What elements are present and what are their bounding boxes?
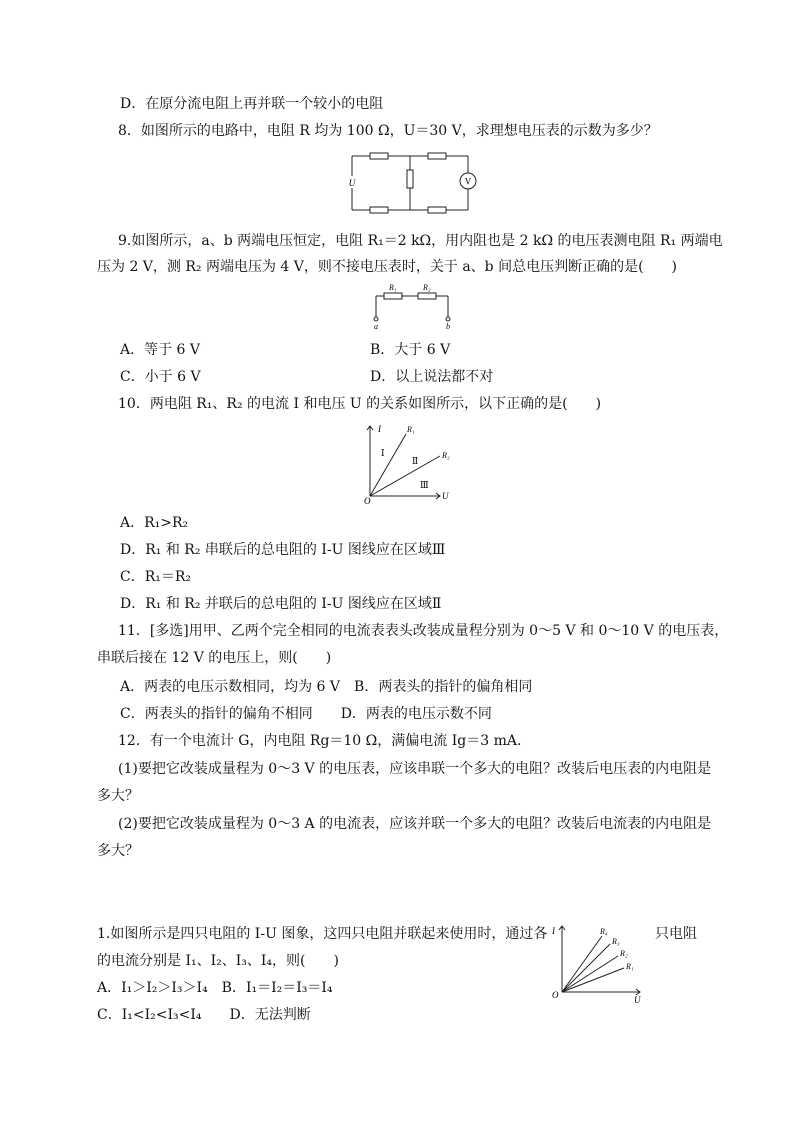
axis-u-label: U: [442, 491, 449, 501]
origin-label: O: [552, 990, 559, 1000]
question-11-line2: 串联后接在 12 V 的电压上，则( ): [97, 650, 332, 666]
label-v: V: [464, 176, 472, 187]
option-cd-q11: C．两表头的指针的偏角不相同 D．两表的电压示数不同: [120, 706, 492, 722]
option-b-q9: B．大于 6 V: [370, 342, 451, 358]
label-r1: R₁: [389, 283, 397, 292]
question-11-line1: 11．[多选]用甲、乙两个完全相同的电流表表头改装成量程分别为 0～5 V 和 0～10 V 的电压表，: [118, 623, 729, 639]
question-12-part1-line2: 多大？: [97, 788, 139, 804]
question-8: 8．如图所示的电路中，电阻 R 均为 100 Ω，U＝30 V，求理想电压表的示数为多少？: [118, 123, 658, 139]
question-9-line2: 压为 2 V，测 R₂ 两端电压为 4 V，则不接电压表时，关于 a、b 间总电压判断正确的是( ): [97, 259, 678, 275]
answer-1-line1b: 只电阻: [655, 926, 697, 942]
label-r3: R₃: [612, 937, 620, 946]
origin-label: O: [364, 496, 371, 506]
line-r2: [370, 456, 440, 496]
answer-1-options-cd: C．I₁<I₂<I₃<I₄ D．无法判断: [97, 1007, 311, 1023]
answer-1-line2: 的电流分别是 I₁、I₂、I₃、I₄，则( ): [97, 953, 339, 969]
circuit-figure-q9: [368, 282, 458, 332]
resistor-middle: [407, 170, 413, 188]
label-u: U: [348, 178, 356, 188]
iu-graph-answer-1: [548, 922, 653, 1004]
label-r2: R₂: [442, 451, 450, 460]
line-r1: [370, 434, 406, 496]
region-1: Ⅰ: [381, 448, 385, 458]
answer-1-line1a: 1.如图所示是四只电阻的 I-U 图象，这四只电阻并联起来使用时，通过各: [97, 926, 548, 942]
iu-graph-q10: [360, 418, 470, 508]
question-12-part2-line1: (2)要把它改装成量程为 0～3 A 的电流表，应该并联一个多大的电阻？改装后电流表的内电阻是: [118, 816, 712, 832]
label-r2: R₂: [620, 949, 628, 958]
region-2: Ⅱ: [412, 456, 419, 466]
resistor-bottom-left: [370, 207, 388, 213]
question-10: 10．两电阻 R₁、R₂ 的电流 I 和电压 U 的关系如图所示，以下正确的是( ): [118, 396, 602, 412]
option-d-q10: D．R₁ 和 R₂ 并联后的总电阻的 I-U 图线应在区域Ⅱ: [120, 596, 442, 612]
axis-i-label: I: [378, 424, 381, 434]
option-b-q10: D．R₁ 和 R₂ 串联后的总电阻的 I-U 图线应在区域Ⅲ: [120, 542, 446, 558]
axis-i-label: I: [552, 926, 555, 936]
resistor-r1: [384, 293, 402, 299]
option-d-q9: D．以上说法都不对: [370, 369, 494, 385]
resistor-top-left: [370, 153, 388, 159]
answer-1-options-ab: A．I₁＞I₂＞I₃＞I₄ B．I₁＝I₂＝I₃＝I₄: [97, 980, 333, 996]
axis-u-label: U: [634, 995, 641, 1004]
question-12-part2-line2: 多大？: [97, 843, 139, 859]
label-r1: R₁: [626, 962, 634, 971]
line-r3: [562, 944, 610, 992]
resistor-bottom-right: [428, 207, 446, 213]
line-r4: [562, 936, 602, 992]
resistor-r2: [418, 293, 436, 299]
region-3: Ⅲ: [420, 480, 429, 490]
circuit-figure-q8: [340, 148, 480, 220]
resistor-top-right: [428, 153, 446, 159]
option-a-q10: A．R₁>R₂: [120, 515, 189, 531]
question-12-part1-line1: (1)要把它改装成量程为 0～3 V 的电压表，应该串联一个多大的电阻？改装后电压表的内电阻是: [118, 761, 712, 777]
label-b: b: [446, 322, 450, 331]
option-ab-q11: A．两表的电压示数相同，均为 6 V B．两表头的指针的偏角相同: [120, 679, 533, 695]
option-a-q9: A．等于 6 V: [120, 342, 201, 358]
terminal-a: [374, 317, 378, 321]
option-c-q10: C．R₁＝R₂: [120, 569, 192, 585]
question-12: 12．有一个电流计 G，内电阻 Rg＝10 Ω，满偏电流 Ig＝3 mA.: [118, 733, 522, 749]
label-a: a: [374, 322, 378, 331]
label-r1: R₁: [407, 425, 415, 434]
option-c-q9: C．小于 6 V: [120, 369, 201, 385]
option-d-q7: D．在原分流电阻上再并联一个较小的电阻: [120, 96, 384, 112]
question-9-line1: 9.如图所示，a、b 两端电压恒定，电阻 R₁＝2 kΩ，用内阻也是 2 kΩ 的电压表测电阻 R₁ 两端电: [118, 233, 723, 249]
label-r2: R₂: [423, 283, 431, 292]
terminal-b: [446, 317, 450, 321]
label-r4: R₄: [600, 927, 608, 936]
